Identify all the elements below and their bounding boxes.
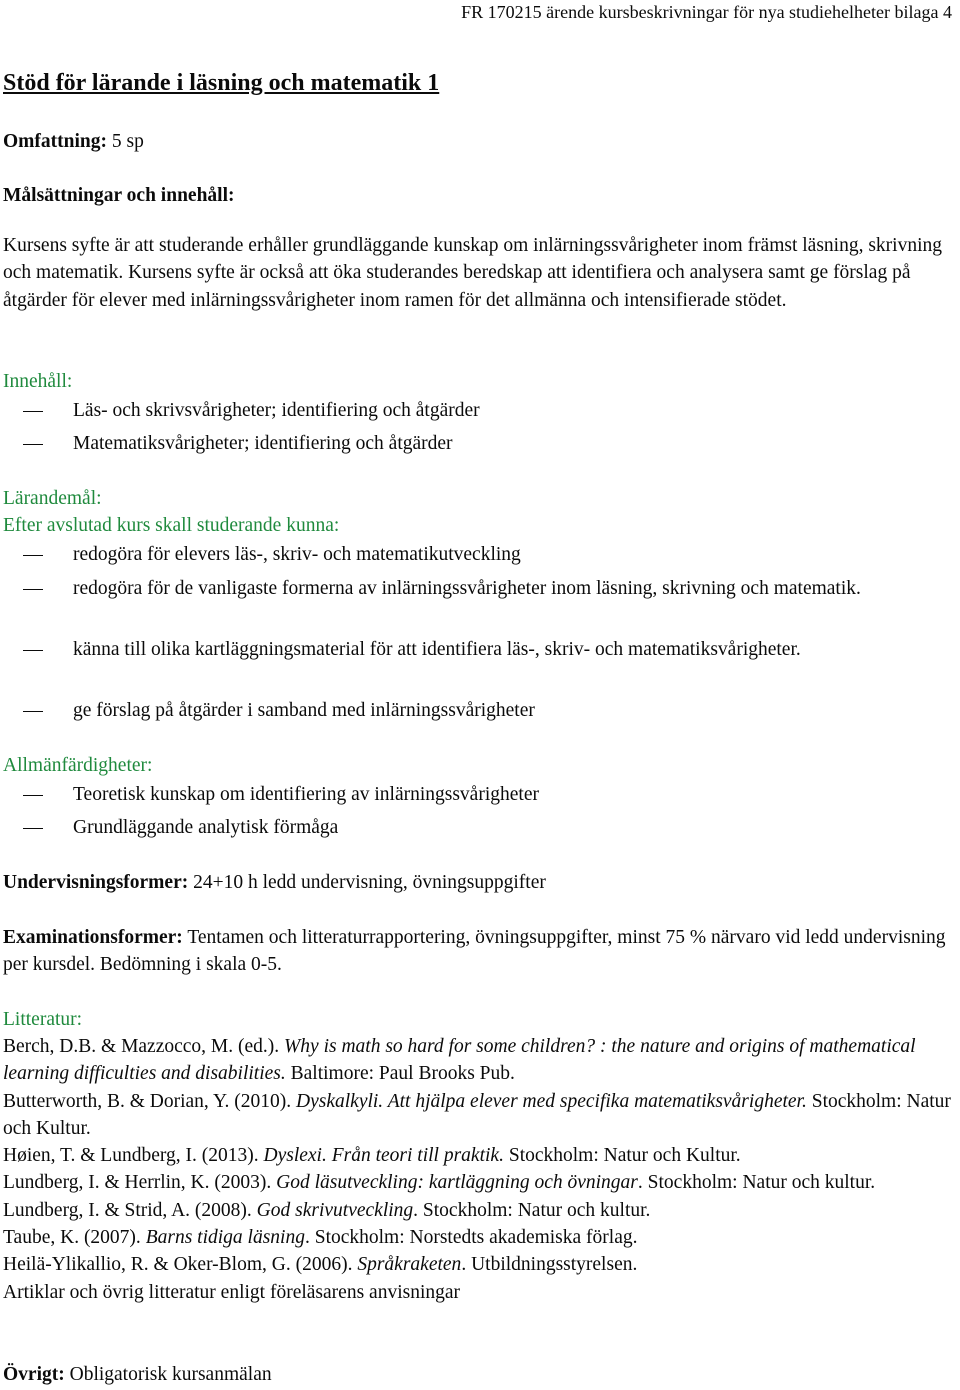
undervisning-label: Undervisningsformer: <box>3 872 189 893</box>
literature-entry: Lundberg, I. & Herrlin, K. (2003). God läsutveckling: kartläggning och övningar. Stockholm: Natur och kultur. <box>3 1172 876 1194</box>
innehall-heading: Innehåll: <box>3 371 73 392</box>
course-title: Stöd för lärande i läsning och matematik 1 <box>3 70 440 96</box>
larandemal-item: ge förslag på åtgärder i samband med inlärningssvårigheter <box>73 700 535 721</box>
larandemal-intro: Efter avslutad kurs skall studerande kunna: <box>3 515 340 536</box>
omfattning-line <box>3 128 957 155</box>
ovrigt-line <box>3 1361 957 1388</box>
undervisning-value: 24+10 h ledd undervisning, övningsuppgifter <box>188 872 546 893</box>
literature-entry: Taube, K. (2007). Barns tidiga läsning. Stockholm: Norstedts akademiska förlag. <box>3 1227 638 1249</box>
allman-heading: Allmänfärdigheter: <box>3 755 153 776</box>
litteratur-heading: Litteratur: <box>3 1009 83 1030</box>
innehall-item: Läs- och skrivsvårigheter; identifiering och åtgärder <box>73 400 480 421</box>
larandemal-item: redogöra för elevers läs-, skriv- och matematikutveckling <box>73 544 521 565</box>
literature-entry: Lundberg, I. & Strid, A. (2008). God skrivutveckling. Stockholm: Natur och kultur. <box>3 1199 651 1221</box>
innehall-item: Matematiksvårigheter; identifiering och åtgärder <box>73 433 453 454</box>
literature-entry: Heilä-Ylikallio, R. & Oker-Blom, G. (2006). Språkraketen. Utbildningsstyrelsen. <box>3 1254 638 1276</box>
literature-entry: Berch, D.B. & Mazzocco, M. (ed.). Why is math so hard for some children? : the nature and origins of mathematical learning difficulties and disabilities. Baltimore: Paul Brooks Pub. <box>3 1036 916 1085</box>
examination-value: Tentamen och litteraturrapportering, övningsuppgifter, minst 75 % närvaro vid ledd undervisning per kursdel. Bedömning i skala 0-5. <box>3 927 946 976</box>
larandemal-item: redogöra för de vanligaste formerna av inlärningssvårigheter inom läsning, skrivning och matematik. <box>73 578 861 599</box>
omfattning-value: 5 sp <box>111 131 144 152</box>
ovrigt-value: Obligatorisk kursanmälan <box>64 1364 272 1385</box>
literature-list <box>3 1033 957 1306</box>
ovrigt-label: Övrigt: <box>3 1364 65 1385</box>
page-header: FR 170215 ärende kursbeskrivningar för nya studiehelheter bilaga 4 <box>461 2 952 22</box>
literature-entry: Artiklar och övrig litteratur enligt föreläsarens anvisningar <box>3 1281 461 1303</box>
omfattning-label: Omfattning: <box>3 131 107 152</box>
examination-line <box>3 924 957 979</box>
examination-label: Examinationsformer: <box>3 927 183 948</box>
malsattningar-heading: Målsättningar och innehåll: <box>3 185 235 206</box>
larandemal-item: känna till olika kartläggningsmaterial för att identifiera läs-, skriv- och matematiksvårigheter. <box>73 639 801 660</box>
allman-item: Teoretisk kunskap om identifiering av inlärningssvårigheter <box>73 784 539 805</box>
allman-item: Grundläggande analytisk förmåga <box>73 817 339 838</box>
undervisning-line <box>3 869 957 896</box>
larandemal-heading: Lärandemål: <box>3 488 102 509</box>
literature-entry: Høien, T. & Lundberg, I. (2013). Dyslexi. Från teori till praktik. Stockholm: Natur och Kultur. <box>3 1145 741 1167</box>
malsattningar-text: Kursens syfte är att studerande erhåller grundläggande kunskap om inlärningssvårigheter inom främst läsning, skrivning och matematik. Kursens syfte är också att öka studerandes beredskap att identifiera och analysera samt ge förslag på åtgärder för elever med inlärningssvårigheter inom ramen för det allmänna och intensifierade stödet. <box>3 235 943 311</box>
literature-entry: Butterworth, B. & Dorian, Y. (2010). Dyskalkyli. Att hjälpa elever med specifika matematiksvårigheter. Stockholm: Natur och Kultur. <box>3 1090 951 1139</box>
